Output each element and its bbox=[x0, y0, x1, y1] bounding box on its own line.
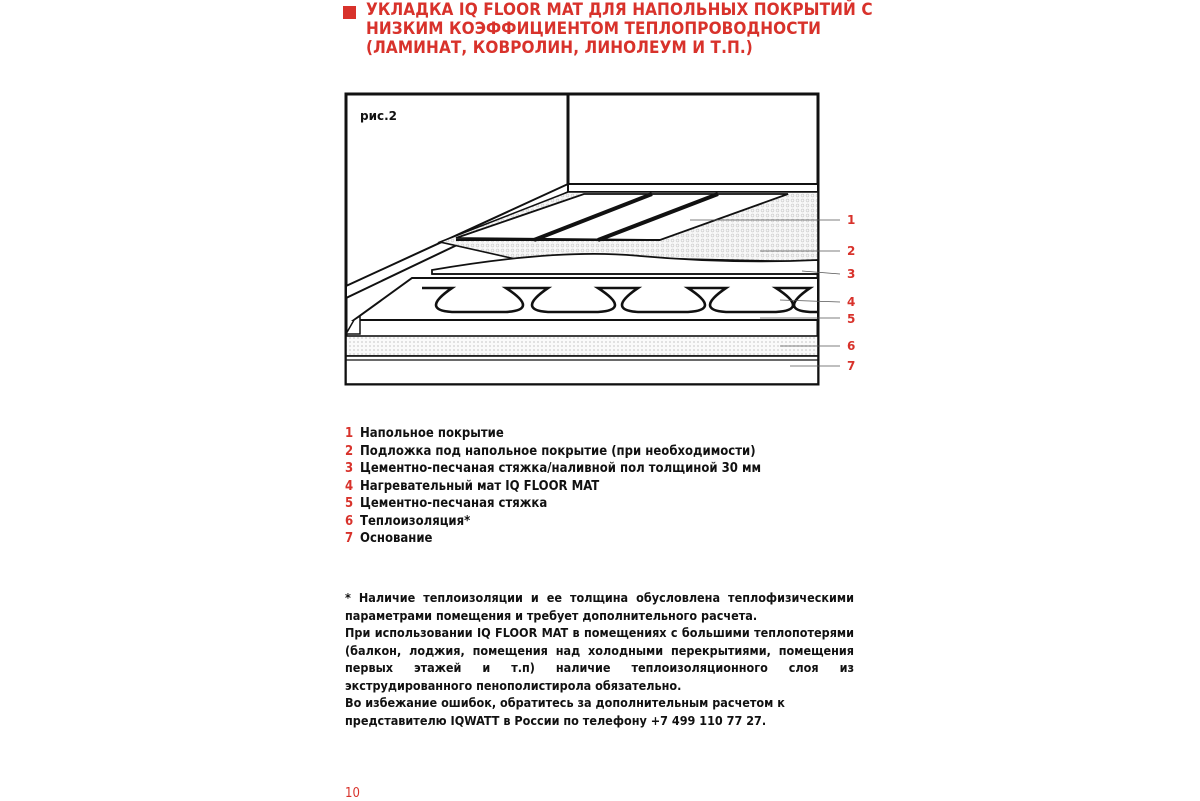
callout-3: 3 bbox=[847, 267, 856, 281]
legend-text: Теплоизоляция* bbox=[360, 513, 471, 529]
figure-label: рис.2 bbox=[360, 109, 398, 123]
legend-text: Нагревательный мат IQ FLOOR MAT bbox=[360, 478, 600, 494]
footnotes bbox=[345, 589, 854, 729]
layer-screed-base bbox=[354, 278, 818, 320]
page-title bbox=[366, 0, 873, 58]
floor-layers-diagram bbox=[340, 88, 870, 388]
legend-text: Напольное покрытие bbox=[360, 426, 504, 441]
legend-num: 2 bbox=[345, 443, 354, 459]
footnote-high-heat-loss: При использовании IQ FLOOR MAT в помещениях с большими теплопотерями (балкон, лоджия, помещения над холодными перекрытиями, помещения первых этажей и т.п) наличие теплоизоляционного слоя из экструдированного пенополистирола обязательно. bbox=[345, 625, 854, 693]
callout-1: 1 bbox=[847, 213, 856, 227]
legend-num: 5 bbox=[345, 496, 354, 511]
callout-6: 6 bbox=[847, 339, 856, 353]
legend-num: 7 bbox=[345, 531, 354, 546]
legend-text: Цементно-песчаная стяжка bbox=[360, 496, 548, 511]
callout-7: 7 bbox=[847, 359, 856, 373]
back-baseboard bbox=[568, 184, 818, 192]
legend-text: Цементно-песчаная стяжка/наливной пол толщиной 30 мм bbox=[360, 461, 762, 476]
page-number: 10 bbox=[345, 786, 360, 801]
title-line-3: (ЛАМИНАТ, КОВРОЛИН, ЛИНОЛЕУМ И Т.П.) bbox=[366, 38, 753, 58]
legend-item-2 bbox=[345, 443, 761, 461]
legend-item-5 bbox=[345, 495, 761, 513]
title-line-2: НИЗКИМ КОЭФФИЦИЕНТОМ ТЕПЛОПРОВОДНОСТИ bbox=[366, 19, 822, 39]
legend-num: 1 bbox=[345, 426, 354, 441]
legend-item-6 bbox=[345, 513, 761, 531]
legend-num: 3 bbox=[345, 461, 354, 476]
legend-num: 6 bbox=[345, 513, 354, 529]
legend-item-4 bbox=[345, 478, 761, 496]
legend-item-7 bbox=[345, 530, 761, 548]
legend-list bbox=[345, 425, 761, 548]
title-marker bbox=[343, 6, 356, 19]
title-line-1: УКЛАДКА IQ FLOOR MAT ДЛЯ НАПОЛЬНЫХ ПОКРЫТИЙ С bbox=[366, 0, 873, 20]
footnote-insulation: * Наличие теплоизоляции и ее толщина обусловлена теплофизическими параметрами помещения и требует дополнительного расчета. bbox=[345, 590, 854, 623]
legend-item-3 bbox=[345, 460, 761, 478]
legend-text: Основание bbox=[360, 531, 433, 546]
callout-4: 4 bbox=[847, 295, 856, 309]
footnote-contact: Во избежание ошибок, обратитесь за дополнительным расчетом к представителю IQWATT в России по телефону +7 499 110 77 27. bbox=[345, 695, 785, 728]
legend-text: Подложка под напольное покрытие (при необходимости) bbox=[360, 443, 756, 459]
legend-num: 4 bbox=[345, 478, 354, 494]
callout-2: 2 bbox=[847, 244, 856, 258]
legend-item-1 bbox=[345, 425, 761, 443]
layer-insulation bbox=[346, 336, 818, 356]
callout-5: 5 bbox=[847, 312, 856, 326]
